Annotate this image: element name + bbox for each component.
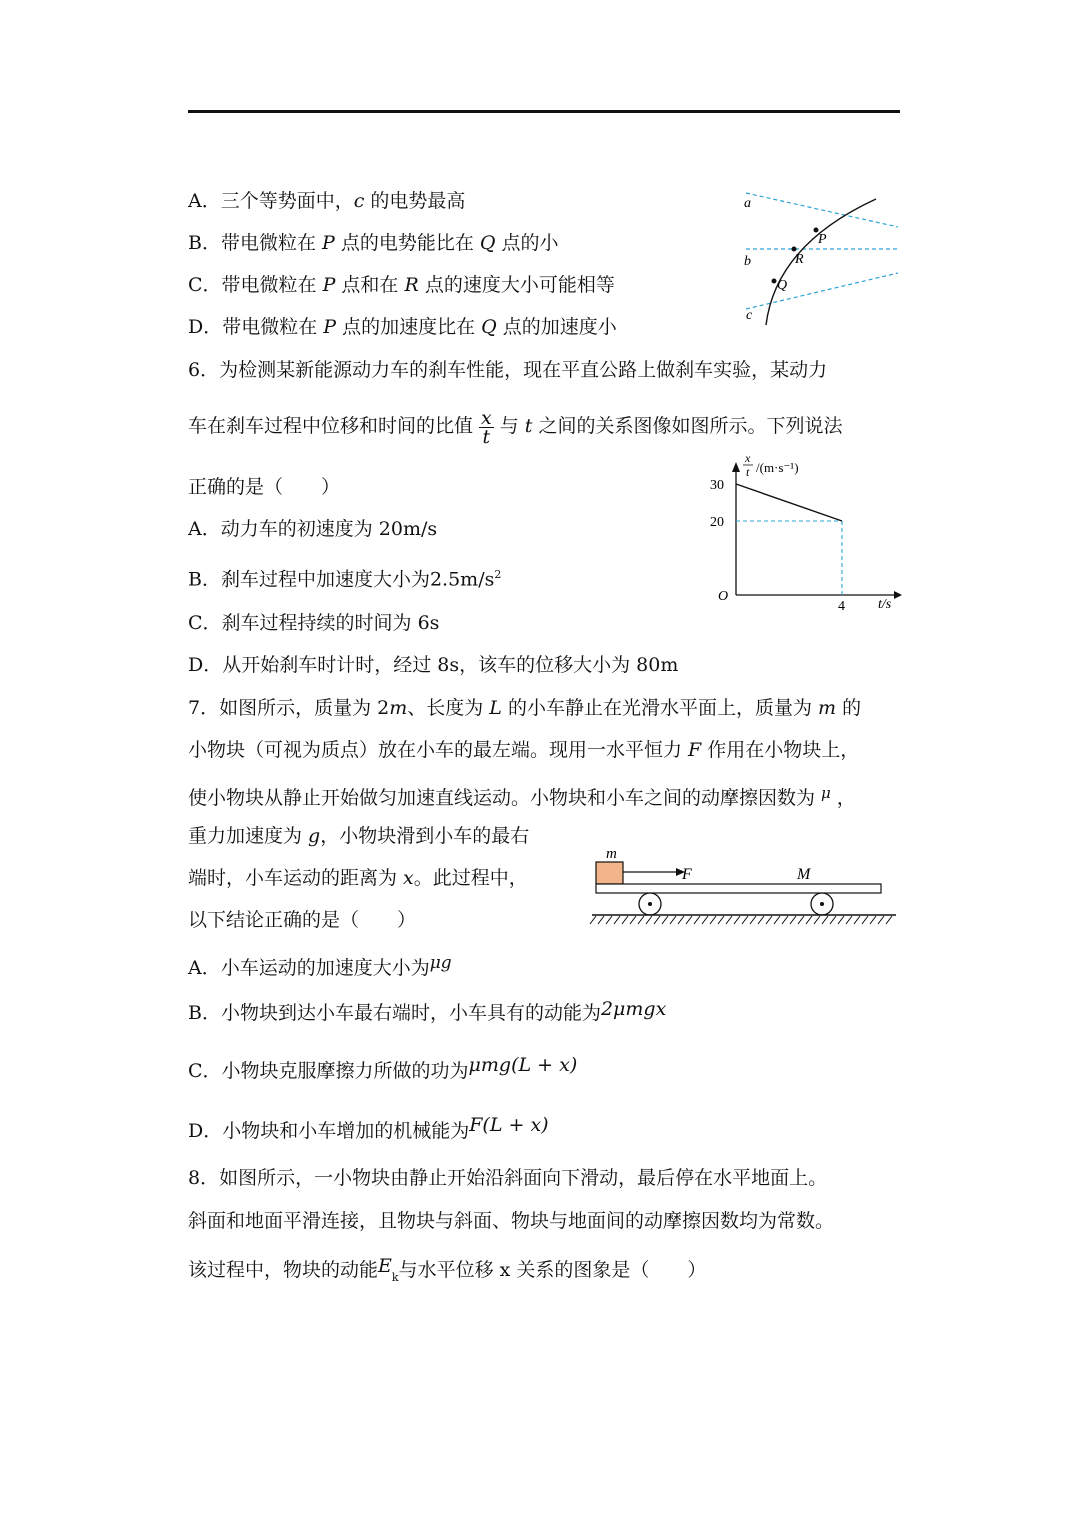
q8-stem-line3 — [188, 1253, 706, 1291]
stem-text: 7．如图所示，质量为 2 — [188, 697, 390, 719]
y-tick-label: 30 — [710, 478, 724, 493]
header-rule — [188, 110, 900, 113]
math-mu-g: μg — [429, 953, 452, 973]
stem-text: 、长度为 — [407, 697, 490, 719]
q6-option-a[interactable]: A．动力车的初速度为 20m/s — [188, 518, 438, 540]
q5-option-b[interactable] — [188, 230, 559, 256]
option-text: D．小物块和小车增加的机械能为 — [188, 1120, 470, 1142]
cart-plank — [596, 884, 881, 893]
q8-stem-line2: 斜面和地面平滑连接，且物块与斜面、物块与地面间的动摩擦因数均为常数。 — [188, 1210, 835, 1232]
ylabel-unit: /(m·s⁻¹) — [756, 460, 799, 475]
label-c: c — [746, 308, 753, 323]
stem-text: 小物块（可视为质点）放在小车的最左端。现用一水平恒力 — [188, 739, 689, 761]
var-c: c — [353, 190, 365, 212]
q7-stem-line1 — [188, 695, 861, 721]
stem-text: 重力加速度为 — [188, 825, 309, 847]
option-text: A．小车运动的加速度大小为 — [188, 957, 430, 979]
equipotential-figure — [736, 185, 906, 330]
x-tick-label: 4 — [838, 599, 845, 614]
q7-option-c[interactable] — [188, 1052, 577, 1084]
var-t: t — [524, 415, 533, 437]
fraction-denominator: t — [482, 425, 491, 448]
ylabel-numerator: x — [745, 451, 751, 465]
var-q: Q — [481, 316, 497, 338]
stem-text: 作用在小物块上， — [701, 739, 860, 761]
q8-stem-line1: 8．如图所示，一小物块由静止开始沿斜面向下滑动，最后停在水平地面上。 — [188, 1167, 828, 1189]
var-m: m — [818, 697, 837, 719]
q7-option-b[interactable] — [188, 996, 666, 1026]
exponent: 2 — [494, 568, 502, 581]
stem-text: 车在刹车过程中位移和时间的比值 — [188, 415, 474, 437]
var-p: P — [322, 274, 336, 296]
label-f: F — [682, 866, 692, 883]
label-m: m — [606, 846, 617, 862]
var-p: P — [323, 316, 337, 338]
stem-text: 的小车静止在光滑水平面上，质量为 — [501, 697, 819, 719]
q6-stem-line1: 6．为检测某新能源动力车的刹车性能，现在平直公路上做刹车实验，某动力 — [188, 359, 828, 381]
stem-text: ， — [836, 787, 856, 809]
wheel-axle-left — [648, 902, 652, 906]
series-line — [736, 484, 842, 521]
stem-text: 。此过程中， — [413, 867, 528, 889]
stem-text: 之间的关系图像如图所示。下列说法 — [532, 415, 843, 437]
trajectory-curve — [766, 199, 876, 325]
ground-hatching — [590, 916, 892, 924]
option-text: A．三个等势面中， — [188, 190, 354, 212]
math-kinetic-energy: 2μmgx — [600, 998, 667, 1020]
math-friction-work: μmg(L + x) — [468, 1054, 578, 1076]
xt-vs-t-chart — [700, 448, 905, 616]
option-text: 点的小 — [495, 232, 559, 254]
var-m: m — [389, 697, 408, 719]
equipotential-line-a — [746, 193, 898, 227]
stem-text: 与水平位移 x 关系的图象是（ ） — [398, 1259, 707, 1281]
stem-text: 的 — [836, 697, 862, 719]
y-axis-arrow-icon — [732, 462, 740, 472]
q7-stem-line5 — [188, 865, 528, 891]
ylabel-denominator: t — [746, 465, 750, 479]
label-b: b — [744, 254, 751, 269]
q6-stem-line3: 正确的是（ ） — [188, 476, 341, 498]
var-q: Q — [479, 232, 496, 254]
label-a: a — [744, 196, 751, 211]
option-text: C．小物块克服摩擦力所做的功为 — [188, 1060, 469, 1082]
stem-text: 端时，小车运动的距离为 — [188, 867, 404, 889]
point-q — [772, 279, 777, 284]
option-text: B．小物块到达小车最右端时，小车具有的动能为 — [188, 1002, 601, 1024]
q5-option-c[interactable] — [188, 272, 615, 298]
math-mechanical-energy: F(L + x) — [469, 1114, 549, 1136]
var-e: E — [378, 1255, 392, 1277]
q7-option-a[interactable] — [188, 950, 452, 981]
var-mu: μ — [821, 784, 831, 802]
q6-option-c[interactable]: C．刹车过程持续的时间为 6s — [188, 612, 440, 634]
fraction-x-over-t — [479, 406, 494, 448]
equipotential-line-c — [746, 273, 898, 309]
acceleration-value: 2.5m/s — [429, 568, 495, 591]
option-text: 点的电势能比在 — [334, 232, 480, 254]
option-text: B．刹车过程中加速度大小为 — [188, 568, 430, 591]
option-text: 的电势最高 — [364, 190, 466, 212]
stem-text: 使小物块从静止开始做匀加速直线运动。小物块和小车之间的动摩擦因数为 — [188, 787, 816, 809]
var-p: P — [322, 232, 335, 254]
stem-text: 与 — [499, 415, 525, 437]
xlabel: t/s — [878, 597, 892, 612]
stem-text: 该过程中，物块的动能 — [188, 1259, 379, 1281]
option-text: 点的速度大小可能相等 — [418, 274, 615, 296]
label-p: P — [818, 232, 827, 247]
option-text: 点和在 — [335, 274, 405, 296]
q7-stem-line3 — [188, 780, 856, 811]
label-q: Q — [777, 278, 788, 293]
q6-option-d[interactable]: D．从开始刹车时计时，经过 8s，该车的位移大小为 80m — [188, 654, 679, 676]
block-cart-figure — [588, 842, 900, 928]
x-axis-arrow-icon — [894, 591, 902, 599]
stem-text: ，小物块滑到小车的最右 — [320, 825, 530, 847]
option-text: C．带电微粒在 — [188, 274, 323, 296]
point-r — [792, 247, 797, 252]
origin-label: O — [718, 589, 729, 604]
wheel-axle-right — [820, 902, 824, 906]
var-x: x — [403, 867, 414, 889]
small-block — [596, 862, 623, 884]
q7-stem-line4 — [188, 823, 529, 849]
fraction-numerator: x — [481, 406, 492, 429]
option-text: B．带电微粒在 — [188, 232, 323, 254]
q7-stem-line2 — [188, 737, 859, 763]
option-text: 点的加速度比在 — [336, 316, 482, 338]
var-f: F — [688, 739, 702, 761]
subscript-k: k — [391, 1270, 399, 1284]
option-text: D．带电微粒在 — [188, 316, 324, 338]
q6-stem-line2 — [188, 404, 842, 448]
var-g: g — [308, 825, 321, 847]
label-m-cart: M — [797, 866, 811, 883]
q5-option-a[interactable] — [188, 188, 465, 214]
q7-stem-line6: 以下结论正确的是（ ） — [188, 909, 417, 931]
q5-option-d[interactable] — [188, 314, 617, 340]
var-l: L — [489, 697, 502, 719]
label-r: R — [795, 252, 804, 267]
var-r: R — [404, 274, 419, 296]
q7-option-d[interactable] — [188, 1112, 549, 1144]
y-tick-label: 20 — [710, 515, 724, 530]
q6-option-b[interactable] — [188, 562, 501, 592]
option-text: 点的加速度小 — [496, 316, 617, 338]
